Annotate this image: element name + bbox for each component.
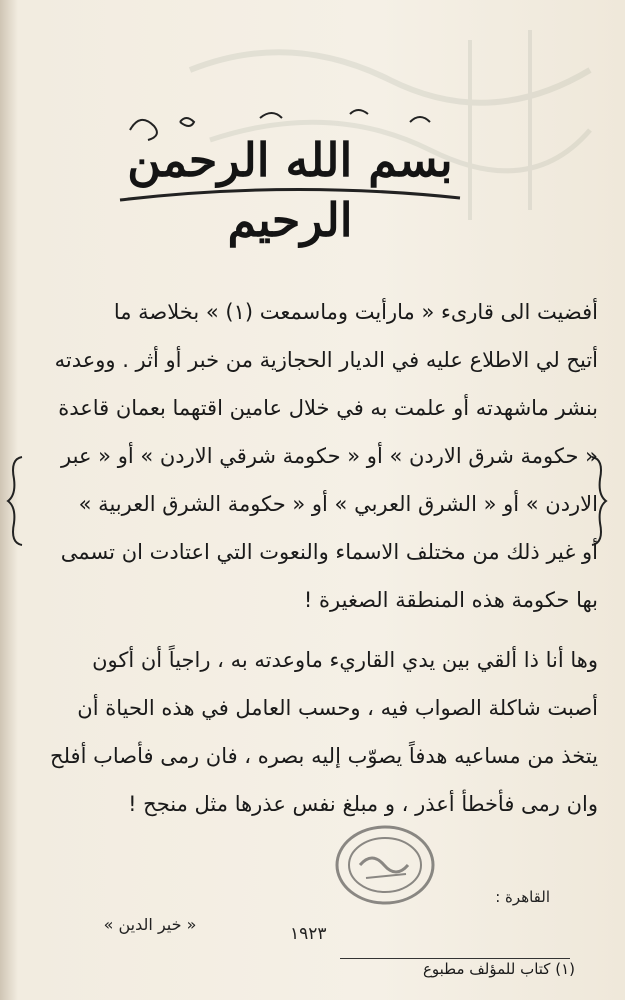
- text-line: أفضيت الى قارىء « مارأيت وماسمعت (١) » بخلاصة ما: [113, 300, 598, 324]
- basmala-text: بسم الله الرحمن الرحيم: [127, 133, 453, 247]
- text-line: وها أنا ذا ألقي بين يدي القاريء ماوعدته به ، راجياً أن أكون: [92, 648, 598, 672]
- footnote: (١) كتاب للمؤلف مطبوع: [422, 960, 575, 978]
- text-line: أصبت شاكلة الصواب فيه ، وحسب العامل في هذه الحياة أن: [77, 696, 598, 720]
- text-line: « حكومة شرق الاردن » أو « حكومة شرقي الاردن » أو « عبر: [61, 444, 598, 468]
- place-label: القاهرة :: [495, 888, 550, 906]
- footnote-rule: [340, 958, 570, 959]
- text-line: وان رمى فأخطأ أعذر ، و مبلغ نفس عذرها مثل منجح !: [128, 792, 598, 816]
- place-and-date: [290, 888, 550, 944]
- author-signature: « خير الدين »: [103, 915, 197, 934]
- text-line: يتخذ من مساعيه هدفاً يصوّب إليه بصره ، فان رمى فأصاب أفلح: [50, 744, 598, 768]
- basmala-heading: [110, 100, 470, 247]
- left-brace: [6, 455, 26, 547]
- year: ١٩٢٣: [290, 924, 327, 944]
- text-line: أتيح لي الاطلاع عليه في الديار الحجازية من خبر أو أثر . ووعدته: [54, 348, 598, 372]
- text-line: بها حكومة هذه المنطقة الصغيرة !: [303, 588, 598, 612]
- text-line: الاردن » أو « الشرق العربي » أو « حكومة الشرق العربية »: [78, 492, 598, 516]
- text-line: بنشر ماشهدته أو علمت به في خلال عامين اقتهما بعمان قاعدة: [58, 396, 598, 420]
- text-line: أو غير ذلك من مختلف الاسماء والنعوت التي اعتادت ان تسمى: [60, 540, 598, 564]
- body-text: [28, 288, 598, 828]
- paragraph-gap: [28, 624, 598, 636]
